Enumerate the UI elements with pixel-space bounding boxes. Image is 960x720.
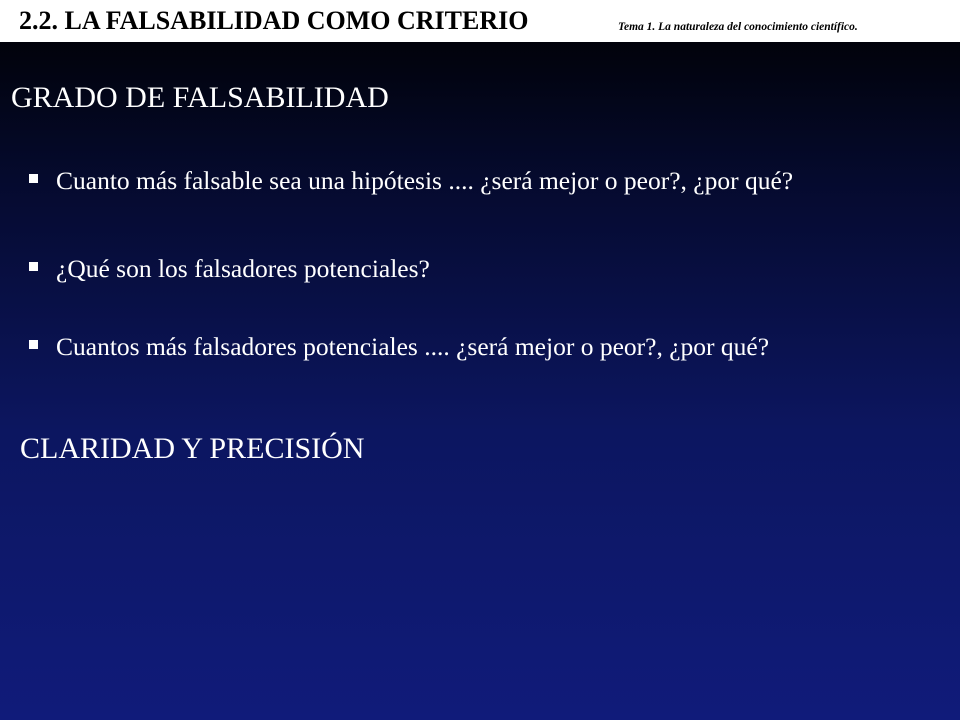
slide-title: 2.2. LA FALSABILIDAD COMO CRITERIO [19,6,529,35]
square-bullet-icon [29,174,38,183]
square-bullet-icon [29,262,38,271]
section-heading-grado-de-falsabilidad: GRADO DE FALSABILIDAD [11,81,389,114]
bullet-text: Cuanto más falsable sea una hipótesis .... ¿será mejor o peor?, ¿por qué? [56,166,794,195]
bullet-text: ¿Qué son los falsadores potenciales? [56,254,430,283]
slide-subtitle: Tema 1. La naturaleza del conocimiento científico. [618,21,858,33]
header-bar [0,0,960,42]
bullet-text: Cuantos más falsadores potenciales .... ¿será mejor o peor?, ¿por qué? [56,332,770,361]
square-bullet-icon [29,340,38,349]
section-heading-claridad-y-precision: CLARIDAD Y PRECISIÓN [20,432,365,465]
